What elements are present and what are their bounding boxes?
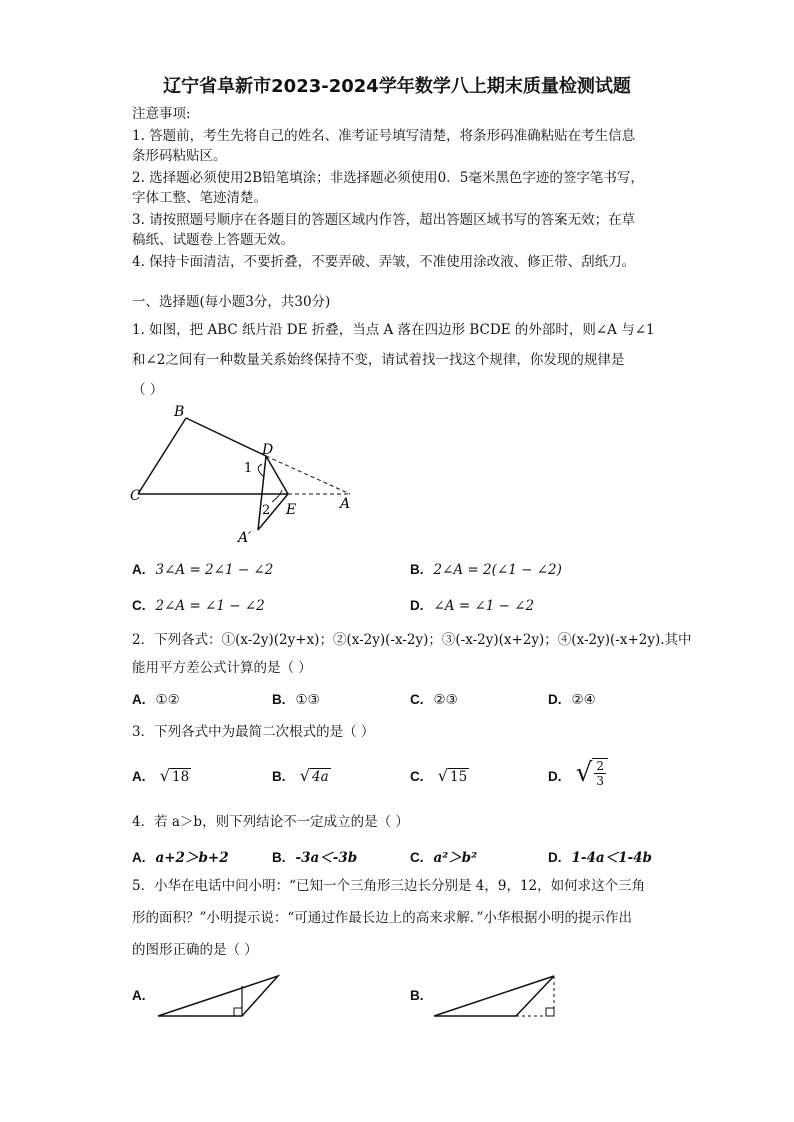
option-letter: D.: [548, 769, 562, 784]
figure-label-angle-1: 1: [244, 461, 253, 476]
notice-heading: 注意事项:: [132, 106, 191, 122]
figure-label-E: E: [286, 502, 297, 518]
option-a-triangle-figure: [156, 972, 286, 1022]
option-row[interactable]: [132, 598, 265, 614]
radicand: 15: [450, 769, 468, 785]
option-row[interactable]: [548, 692, 596, 708]
question-5-line: 的图形正确的是（ ）: [132, 942, 258, 958]
option-letter: A.: [132, 562, 146, 577]
option-text: a²＞b²: [433, 850, 478, 866]
figure-label-A-prime: A′: [238, 530, 252, 546]
figure-label-A: A: [340, 496, 351, 512]
sqrt-expression: √ 18: [159, 766, 190, 785]
radicand: 18: [172, 769, 190, 785]
question-1-line: （ ）: [132, 382, 164, 398]
notice-line: 2. 选择题必须使用2B铅笔填涂；非选择题必须使用0．5毫米黑色字迹的签字笔书写，: [132, 170, 644, 186]
option-row[interactable]: [132, 846, 229, 866]
option-row[interactable]: [132, 988, 156, 1004]
option-text: a+2＞b+2: [155, 850, 229, 866]
option-letter: B.: [410, 988, 424, 1003]
page-title: 辽宁省阜新市2023-2024学年数学八上期末质量检测试题: [163, 76, 631, 97]
question-1-line: 和∠2之间有一种数量关系始终保持不变，请试着找一找这个规律，你发现的规律是: [132, 352, 625, 368]
option-letter: B.: [272, 850, 286, 865]
option-row[interactable]: [132, 766, 191, 785]
option-b-triangle-figure: [432, 972, 572, 1022]
sqrt-expression: √ 4a: [299, 766, 329, 785]
question-2-line: 2．下列各式：①(x-2y)(2y+x)；②(x-2y)(-x-2y)；③(-x-2y)(x+2y)；④(x-2y)(-x+2y).其中: [132, 632, 692, 648]
option-letter: C.: [410, 850, 424, 865]
section-heading: 一、选择题(每小题3分，共30分): [132, 294, 331, 310]
option-text: ①②: [155, 692, 180, 708]
option-row[interactable]: [410, 988, 434, 1004]
figure-label-angle-2: 2: [262, 503, 271, 518]
question-3-line: 3．下列各式中为最简二次根式的是（ ）: [132, 724, 375, 740]
fraction-numerator: 2: [596, 759, 605, 773]
option-row[interactable]: [410, 846, 477, 866]
question-5-line: 形的面积？”小明提示说：“可通过作最长边上的高来求解．”小华根据小明的提示作出: [132, 910, 632, 926]
option-row[interactable]: [410, 766, 469, 785]
option-letter: C.: [132, 598, 146, 613]
option-row[interactable]: [132, 692, 180, 708]
option-text: 2∠A = ∠1 − ∠2: [155, 598, 265, 614]
question-1-figure: [130, 402, 370, 552]
question-4-line: 4．若 a＞b，则下列结论不一定成立的是（ ）: [132, 814, 409, 830]
radicand: 4a: [312, 769, 329, 785]
notice-line: 4. 保持卡面清洁，不要折叠，不要弄破、弄皱，不准使用涂改液、修正带、刮纸刀。: [132, 254, 636, 270]
fraction-denominator: 3: [596, 774, 605, 788]
question-1-line: 1. 如图，把 ABC 纸片沿 DE 折叠，当点 A 落在四边形 BCDE 的外部时，则∠A 与∠1: [132, 322, 655, 338]
option-letter: C.: [410, 769, 424, 784]
figure-label-B: B: [174, 404, 185, 420]
option-text: ∠A = ∠1 − ∠2: [433, 598, 535, 614]
sqrt-expression: √ 15: [437, 766, 468, 785]
option-row[interactable]: [272, 766, 331, 785]
notice-line: 3. 请按照题号顺序在各题目的答题区域内作答，超出答题区域书写的答案无效；在草: [132, 212, 636, 228]
option-letter: D.: [548, 692, 562, 707]
option-letter: B.: [272, 692, 286, 707]
option-text: ②③: [433, 692, 458, 708]
notice-line: 1. 答题前，考生先将自己的姓名、准考证号填写清楚，将条形码准确粘贴在考生信息: [132, 128, 636, 144]
option-row[interactable]: [272, 692, 320, 708]
question-2-line: 能用平方差公式计算的是（ ）: [132, 660, 312, 676]
option-row[interactable]: [132, 562, 273, 578]
question-5-line: 5．小华在电话中问小明：“已知一个三角形三边长分别是 4，9，12，如何求这个三角: [132, 878, 646, 894]
option-text: ①③: [295, 692, 320, 708]
option-letter: A.: [132, 850, 146, 865]
option-row[interactable]: [272, 846, 357, 866]
option-letter: A.: [132, 769, 146, 784]
figure-label-D: D: [262, 442, 274, 458]
sqrt-fraction: √ $\frac{2}{3}$: [576, 758, 608, 788]
option-row[interactable]: [410, 692, 458, 708]
option-text: 2∠A = 2(∠1 − ∠2): [433, 562, 562, 578]
option-text: -3a＜-3b: [295, 850, 358, 866]
notice-line: 字体工整、笔迹清楚。: [132, 190, 267, 206]
option-row[interactable]: [410, 598, 534, 614]
option-letter: B.: [410, 562, 424, 577]
option-letter: C.: [410, 692, 424, 707]
option-text: 3∠A = 2∠1 − ∠2: [155, 562, 274, 578]
figure-label-C: C: [130, 488, 141, 504]
option-row[interactable]: [548, 758, 608, 788]
option-letter: D.: [548, 850, 562, 865]
option-row[interactable]: [548, 846, 652, 866]
option-text: 1-4a＜1-4b: [571, 850, 652, 866]
option-letter: A.: [132, 988, 146, 1003]
notice-line: 稿纸、试题卷上答题无效。: [132, 232, 294, 248]
option-row[interactable]: [410, 562, 562, 578]
option-letter: D.: [410, 598, 424, 613]
option-text: ②④: [571, 692, 596, 708]
notice-line: 条形码粘贴区。: [132, 148, 227, 164]
option-letter: B.: [272, 769, 286, 784]
option-letter: A.: [132, 692, 146, 707]
